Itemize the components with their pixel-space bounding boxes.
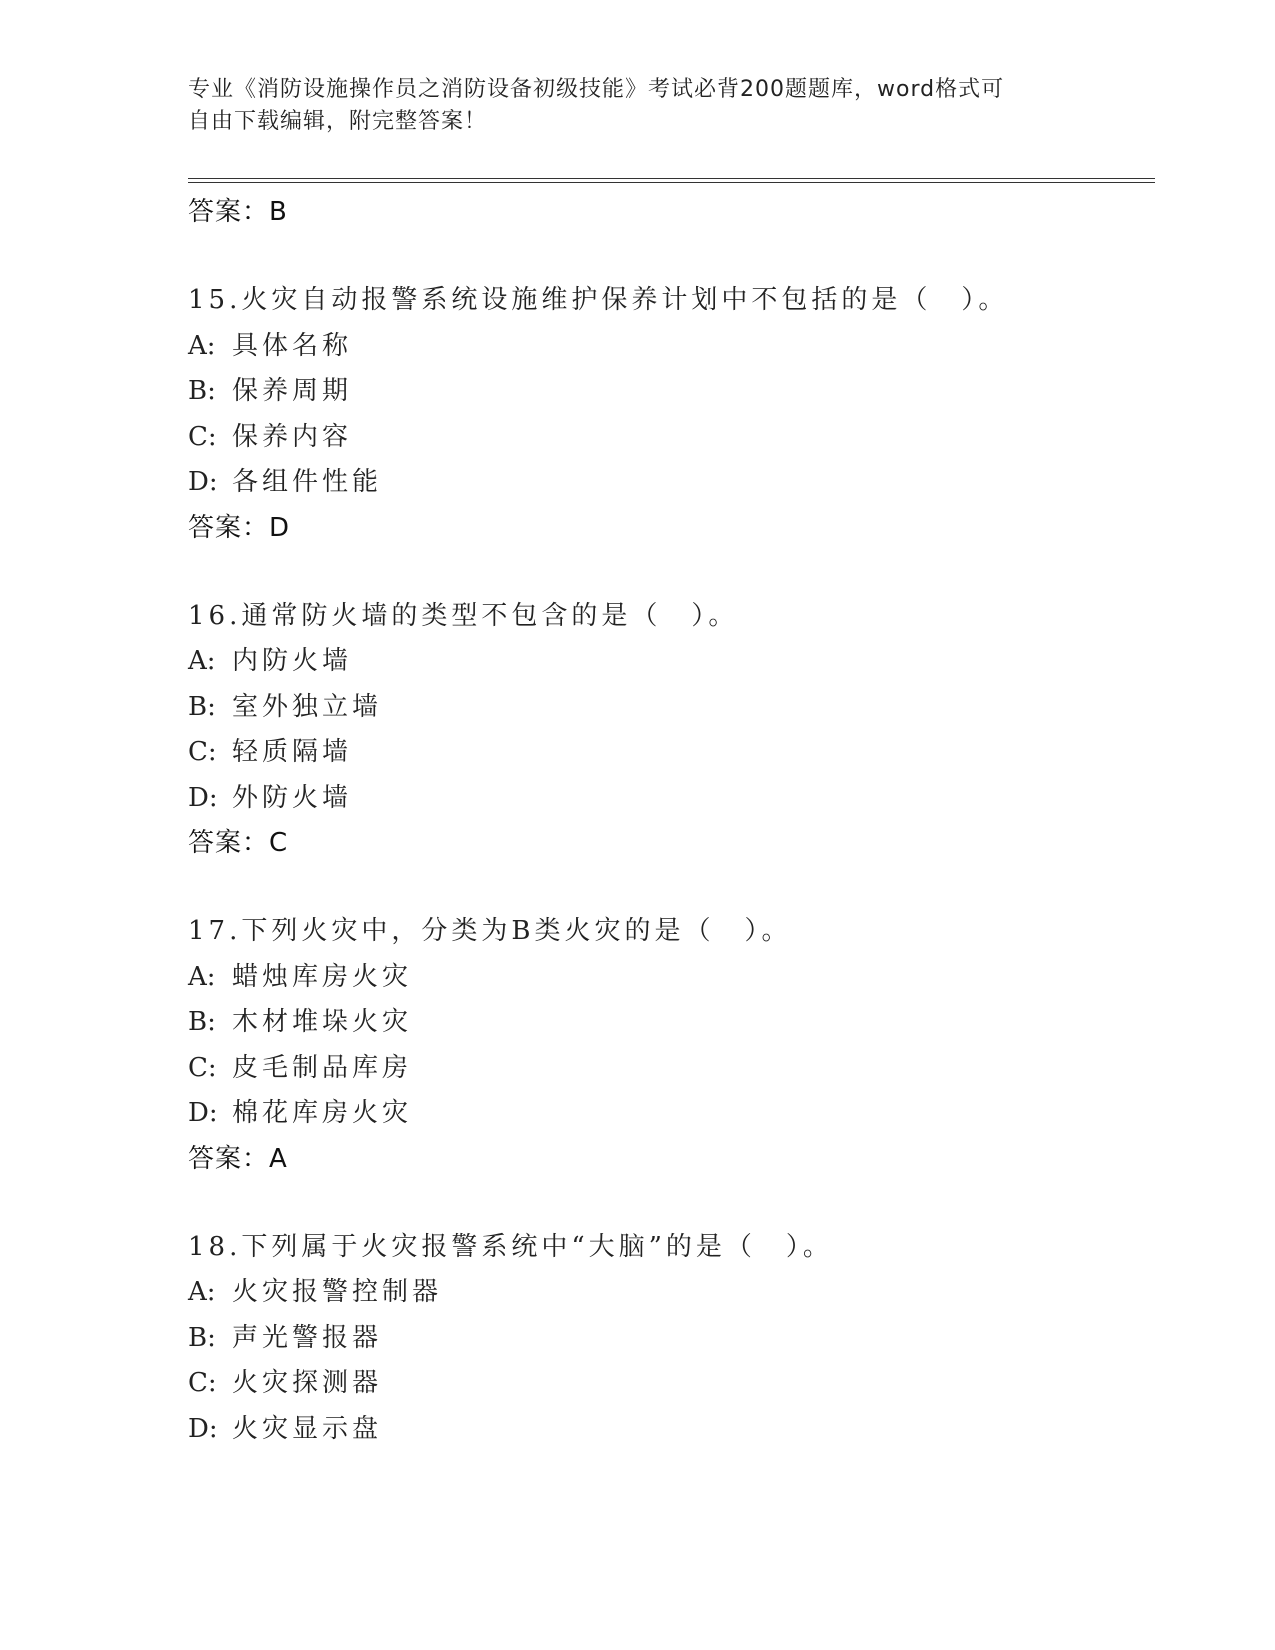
option-d	[188, 1091, 1148, 1137]
option-text: 内防火墙	[232, 646, 353, 676]
question-list	[188, 190, 1148, 1452]
option-c	[188, 1361, 1148, 1407]
option-label: C:	[188, 1052, 217, 1083]
header-title-line-1: 专业《消防设施操作员之消防设备初级技能》考试必背200题题库，word格式可	[188, 77, 1005, 102]
option-label: D:	[188, 1413, 218, 1444]
question-16	[188, 594, 1148, 866]
answer-line: 答案：C	[188, 828, 289, 858]
option-d	[188, 1407, 1148, 1453]
question-text: 17.下列火灾中，分类为B类火灾的是（ ）。	[188, 916, 792, 946]
option-label: C:	[188, 421, 217, 452]
option-text: 火灾显示盘	[232, 1413, 383, 1444]
question-text: 18.下列属于火灾报警系统中“大脑”的是（ ）。	[188, 1231, 833, 1262]
option-a	[188, 324, 1148, 370]
option-text: 保养内容	[232, 421, 353, 452]
option-label: C:	[188, 1368, 217, 1398]
option-label: A:	[188, 330, 216, 361]
option-b	[188, 1316, 1148, 1362]
option-label: D:	[188, 782, 218, 813]
option-label: B:	[188, 376, 216, 406]
answer-line: 答案：D	[188, 512, 291, 543]
option-label: C:	[188, 737, 217, 767]
answer-line: 答案：A	[188, 1143, 288, 1174]
option-text: 皮毛制品库房	[232, 1052, 413, 1083]
document-header	[188, 74, 1068, 138]
option-text: 蜡烛库房火灾	[232, 961, 413, 992]
question-17	[188, 909, 1148, 1181]
option-text: 火灾报警控制器	[232, 1277, 443, 1307]
option-c	[188, 1046, 1148, 1092]
header-divider	[188, 178, 1155, 183]
option-text: 声光警报器	[232, 1322, 383, 1353]
option-label: B:	[188, 691, 216, 722]
option-text: 火灾探测器	[232, 1368, 383, 1398]
option-text: 各组件性能	[232, 467, 383, 497]
option-label: B:	[188, 1322, 216, 1353]
option-text: 室外独立墙	[232, 691, 383, 722]
option-d	[188, 460, 1148, 506]
option-b	[188, 1000, 1148, 1046]
option-label: A:	[188, 1277, 216, 1307]
option-c	[188, 730, 1148, 776]
question-15	[188, 278, 1148, 550]
question-18	[188, 1225, 1148, 1453]
option-a	[188, 955, 1148, 1001]
option-c	[188, 415, 1148, 461]
option-b	[188, 369, 1148, 415]
option-label: A:	[188, 961, 216, 992]
answer-line: 答案：B	[188, 197, 288, 227]
option-text: 木材堆垛火灾	[232, 1007, 413, 1037]
option-text: 外防火墙	[232, 782, 353, 813]
option-text: 保养周期	[232, 376, 353, 406]
option-text: 具体名称	[232, 330, 353, 361]
option-label: D:	[188, 1098, 218, 1128]
option-label: A:	[188, 646, 216, 676]
option-text: 轻质隔墙	[232, 737, 353, 767]
option-a	[188, 1270, 1148, 1316]
option-d	[188, 776, 1148, 822]
option-label: B:	[188, 1007, 216, 1037]
option-b	[188, 685, 1148, 731]
question-text: 15.火灾自动报警系统设施维护保养计划中不包括的是（ ）。	[188, 285, 1009, 315]
option-text: 棉花库房火灾	[232, 1098, 413, 1128]
header-title-line-2: 自由下载编辑，附完整答案！	[188, 109, 488, 134]
option-a	[188, 639, 1148, 685]
option-label: D:	[188, 467, 218, 497]
question-text: 16.通常防火墙的类型不包含的是（ ）。	[188, 600, 739, 631]
